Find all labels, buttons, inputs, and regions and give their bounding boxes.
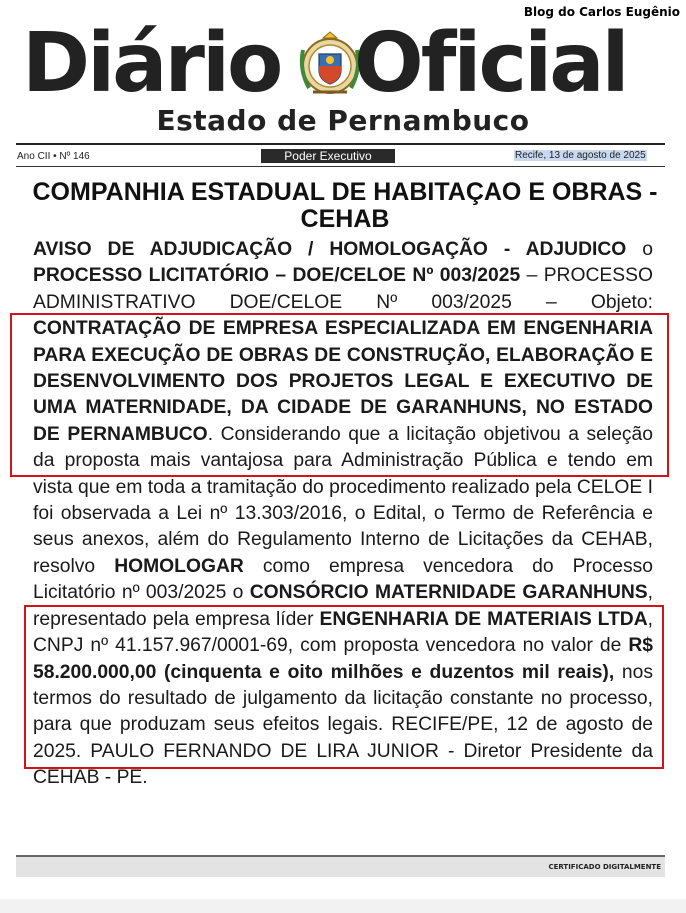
considering-text: . Considerando que a licitação objetivou a seleção da proposta mais vantajosa para Administração Pública e tendo em vista que em toda a tramitação do procedimento realizado pela CELOE I foi observada a Lei nº 13.303/2016, o Edital, o Termo de Referência e seus anexos, além do Regulamento Interno de Licitações da CEHAB, resolvo [33,423,654,577]
contract-value: R$ 58.200.000,00 (cinquenta e oito milhões e duzentos mil reais), [33,635,653,683]
bottom-strip [0,899,686,913]
represented-text: , representado pela empresa líder [33,582,654,630]
lead-company: ENGENHARIA DE MATERIAIS LTDA [319,608,648,630]
notice-title: AVISO DE ADJUDICAÇÃO / HOMOLOGAÇÃO - ADJUDICO [33,239,627,260]
divider-top [16,143,665,145]
notice-heading: COMPANHIA ESTADUAL DE HABITAÇAO E OBRAS - CEHAB [32,178,658,233]
notice-connector: o [626,239,653,260]
closing-text: nos termos do resultado de julgamento da licitação constante no processo, para que produzam seus efeitos legais. RECIFE/PE, 12 de agosto de 2025. PAULO FERNANDO DE LIRA JUNIOR - Diretor Presidente da CEHAB - PE. [33,661,653,789]
cnpj-text: , CNPJ nº 41.157.967/0001-69, com proposta vencedora no valor de [33,608,653,657]
issue-number: Ano CII • Nº 146 [17,151,90,162]
winning-consortium: CONSÓRCIO MATERNIDADE GARANHUNS [249,582,648,604]
divider-bottom [16,166,665,167]
digital-certification-label: CERTIFICADO DIGITALMENTE [548,863,661,871]
highlight-box-winner [24,605,664,769]
footer-bar [16,855,665,877]
publication-date: Recife, 13 de agosto de 2025 [515,150,646,161]
masthead-subtitle: Estado de Pernambuco [156,104,530,137]
masthead-title-right: Oficial [354,16,627,111]
admin-process-text: – PROCESSO ADMINISTRATIVO DOE/CELOE Nº 003/2025 – Objeto: [33,265,653,313]
section-label: Poder Executivo [261,149,395,163]
highlight-box-object [10,313,669,477]
homologation-verb: HOMOLOGAR [114,555,244,577]
contract-object: CONTRATAÇÃO DE EMPRESA ESPECIALIZADA EM ENGENHARIA PARA EXECUÇÃO DE OBRAS DE CONSTRUÇÃO, ELABORAÇÃO E DESENVOLVIMENTO DOS PROJETOS LEGAL E EXECUTIVO DE UMA MATERNIDADE, DA CIDADE DE GARANHUNS, NO ESTADO DE PERNAMBUCO [33,318,653,445]
masthead [0,16,686,111]
blog-watermark: Blog do Carlos Eugênio [523,5,680,19]
masthead-title-left: Diário [22,16,281,111]
process-reference: PROCESSO LICITATÓRIO – DOE/CELOE Nº 003/2025 [33,265,521,287]
winner-intro-text: como empresa vencedora do Processo Licitatório nº 003/2025 o [33,555,654,604]
